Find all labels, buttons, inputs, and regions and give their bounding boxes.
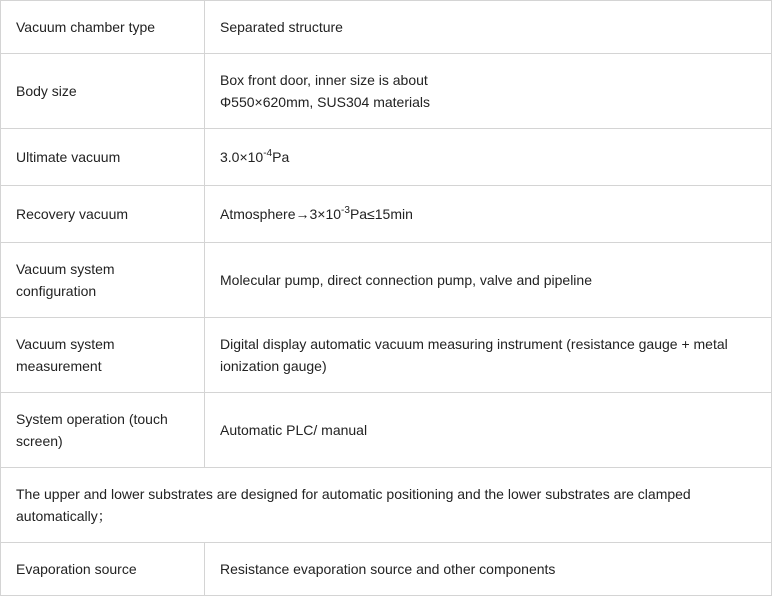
spec-label: Evaporation source — [1, 543, 205, 596]
spec-label: Recovery vacuum — [1, 186, 205, 243]
spec-label: Ultimate vacuum — [1, 129, 205, 186]
value-base: 3.0×10 — [220, 149, 264, 165]
spec-value: Resistance evaporation source and other components — [205, 543, 772, 596]
spec-value: Molecular pump, direct connection pump, valve and pipeline — [205, 243, 772, 318]
table-row — [1, 393, 772, 468]
spec-label: Body size — [1, 54, 205, 129]
value-unit: Pa — [272, 149, 290, 165]
value-base: Atmosphere→3×10 — [220, 206, 342, 222]
spec-value: Digital display automatic vacuum measuring instrument (resistance gauge + metal ionization gauge) — [205, 318, 772, 393]
spec-note: The upper and lower substrates are designed for automatic positioning and the lower substrates are clamped automatically； — [1, 468, 772, 543]
spec-value — [205, 54, 772, 129]
spec-value — [205, 186, 772, 243]
value-exponent: -3 — [341, 205, 350, 216]
spec-value: Automatic PLC/ manual — [205, 393, 772, 468]
table-row — [1, 186, 772, 243]
value-unit: Pa≤15min — [349, 206, 413, 222]
table-row — [1, 54, 772, 129]
value-exponent: -4 — [263, 148, 273, 159]
table-row — [1, 1, 772, 54]
table-row — [1, 243, 772, 318]
table-row — [1, 543, 772, 596]
spec-value — [205, 129, 772, 186]
spec-label: Vacuum system configuration — [1, 243, 205, 318]
spec-label: System operation (touch screen) — [1, 393, 205, 468]
table-row — [1, 468, 772, 543]
table-row — [1, 318, 772, 393]
spec-value-line: Φ550×620mm, SUS304 materials — [220, 94, 430, 110]
spec-value-line: Box front door, inner size is about — [220, 72, 428, 88]
spec-label: Vacuum system measurement — [1, 318, 205, 393]
spec-value: Separated structure — [205, 1, 772, 54]
table-row — [1, 129, 772, 186]
spec-label: Vacuum chamber type — [1, 1, 205, 54]
